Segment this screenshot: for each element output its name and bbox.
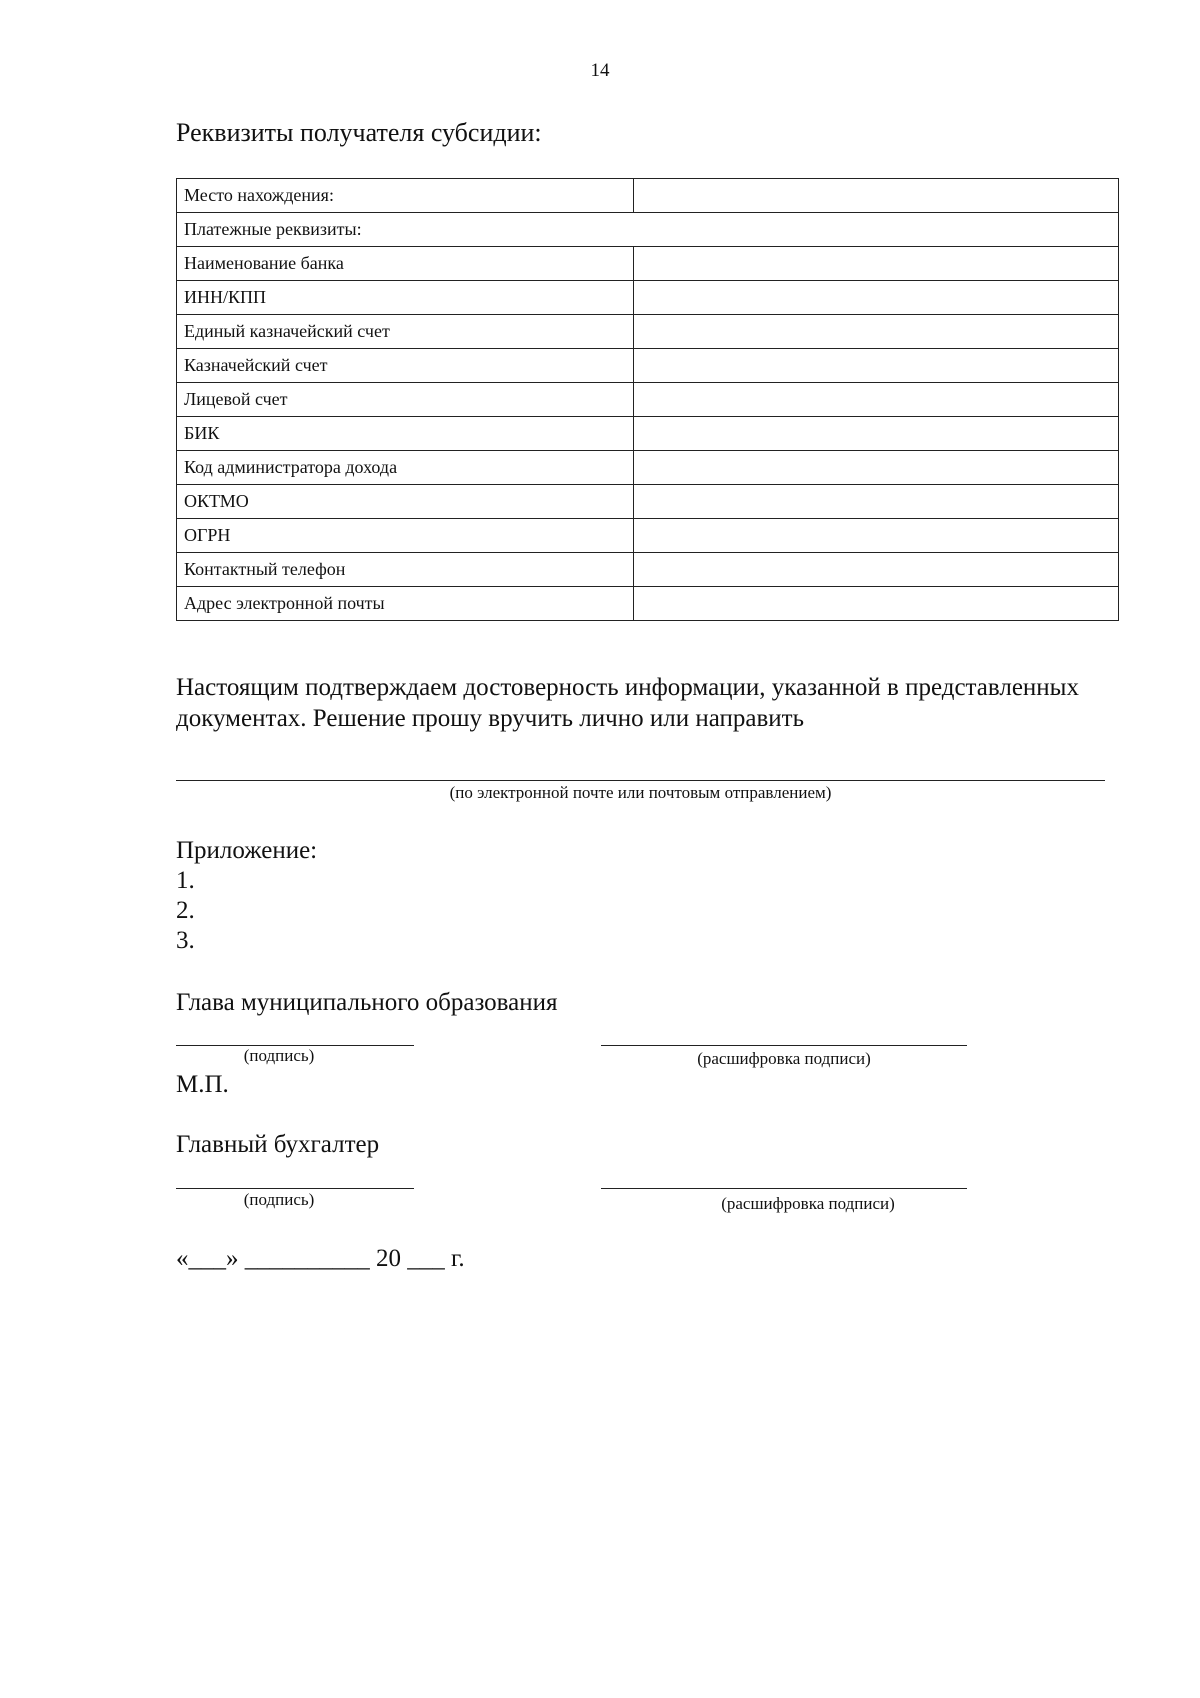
row-label: ИНН/КПП: [177, 281, 634, 315]
row-value-cell[interactable]: [634, 451, 1119, 485]
row-value-cell[interactable]: [634, 349, 1119, 383]
accountant-signature-line[interactable]: [176, 1188, 414, 1189]
delivery-method-line[interactable]: [176, 780, 1105, 781]
confirmation-text: Настоящим подтверждаем достоверность информации, указанной в представленных документах. Решение прошу вручить лично или направить: [176, 674, 1079, 732]
row-label: БИК: [177, 417, 634, 451]
row-label: Казначейский счет: [177, 349, 634, 383]
attachment-item: 3.: [176, 927, 195, 954]
head-signature-caption: (подпись): [243, 1046, 315, 1065]
location-value-cell[interactable]: [634, 179, 1119, 213]
row-label: Контактный телефон: [177, 553, 634, 587]
section-title: Реквизиты получателя субсидии:: [176, 118, 542, 147]
date-line[interactable]: «___» __________ 20 ___ г.: [176, 1245, 465, 1272]
table-row: [177, 485, 1119, 519]
table-row: [177, 281, 1119, 315]
row-label: Адрес электронной почты: [177, 587, 634, 621]
delivery-caption: (по электронной почте или почтовым отправлением): [449, 783, 832, 802]
head-title: Глава муниципального образования: [176, 989, 558, 1016]
row-value-cell[interactable]: [634, 315, 1119, 349]
table-row: [177, 417, 1119, 451]
table-row: [177, 349, 1119, 383]
row-label: Код администратора дохода: [177, 451, 634, 485]
row-value-cell[interactable]: [634, 383, 1119, 417]
row-label: ОКТМО: [177, 485, 634, 519]
row-label: Единый казначейский счет: [177, 315, 634, 349]
table-row: [177, 247, 1119, 281]
stamp-label: М.П.: [176, 1071, 229, 1098]
row-value-cell[interactable]: [634, 417, 1119, 451]
table-row: [177, 587, 1119, 621]
table-row: [177, 553, 1119, 587]
row-label: Наименование банка: [177, 247, 634, 281]
page-number: 14: [590, 60, 610, 81]
accountant-decoding-line[interactable]: [601, 1188, 967, 1189]
row-label: Лицевой счет: [177, 383, 634, 417]
row-value-cell[interactable]: [634, 485, 1119, 519]
accountant-signature-caption: (подпись): [243, 1190, 315, 1209]
table-row: [177, 213, 1119, 247]
row-value-cell[interactable]: [634, 553, 1119, 587]
row-value-cell[interactable]: [634, 587, 1119, 621]
accountant-title: Главный бухгалтер: [176, 1131, 380, 1158]
table-row: [177, 451, 1119, 485]
attachment-item: 2.: [176, 897, 195, 924]
requisites-table: [176, 178, 1119, 621]
accountant-decoding-caption: (расшифровка подписи): [721, 1194, 895, 1213]
row-value-cell[interactable]: [634, 281, 1119, 315]
row-label: ОГРН: [177, 519, 634, 553]
head-decoding-caption: (расшифровка подписи): [697, 1049, 871, 1068]
table-row: [177, 179, 1119, 213]
row-value-cell[interactable]: [634, 247, 1119, 281]
payment-header: Платежные реквизиты:: [177, 213, 1119, 247]
row-value-cell[interactable]: [634, 519, 1119, 553]
location-label: Место нахождения:: [177, 179, 634, 213]
attachments-title: Приложение:: [176, 837, 318, 864]
table-row: [177, 383, 1119, 417]
table-row: [177, 519, 1119, 553]
attachment-item: 1.: [176, 867, 195, 894]
head-decoding-line[interactable]: [601, 1045, 967, 1046]
table-row: [177, 315, 1119, 349]
